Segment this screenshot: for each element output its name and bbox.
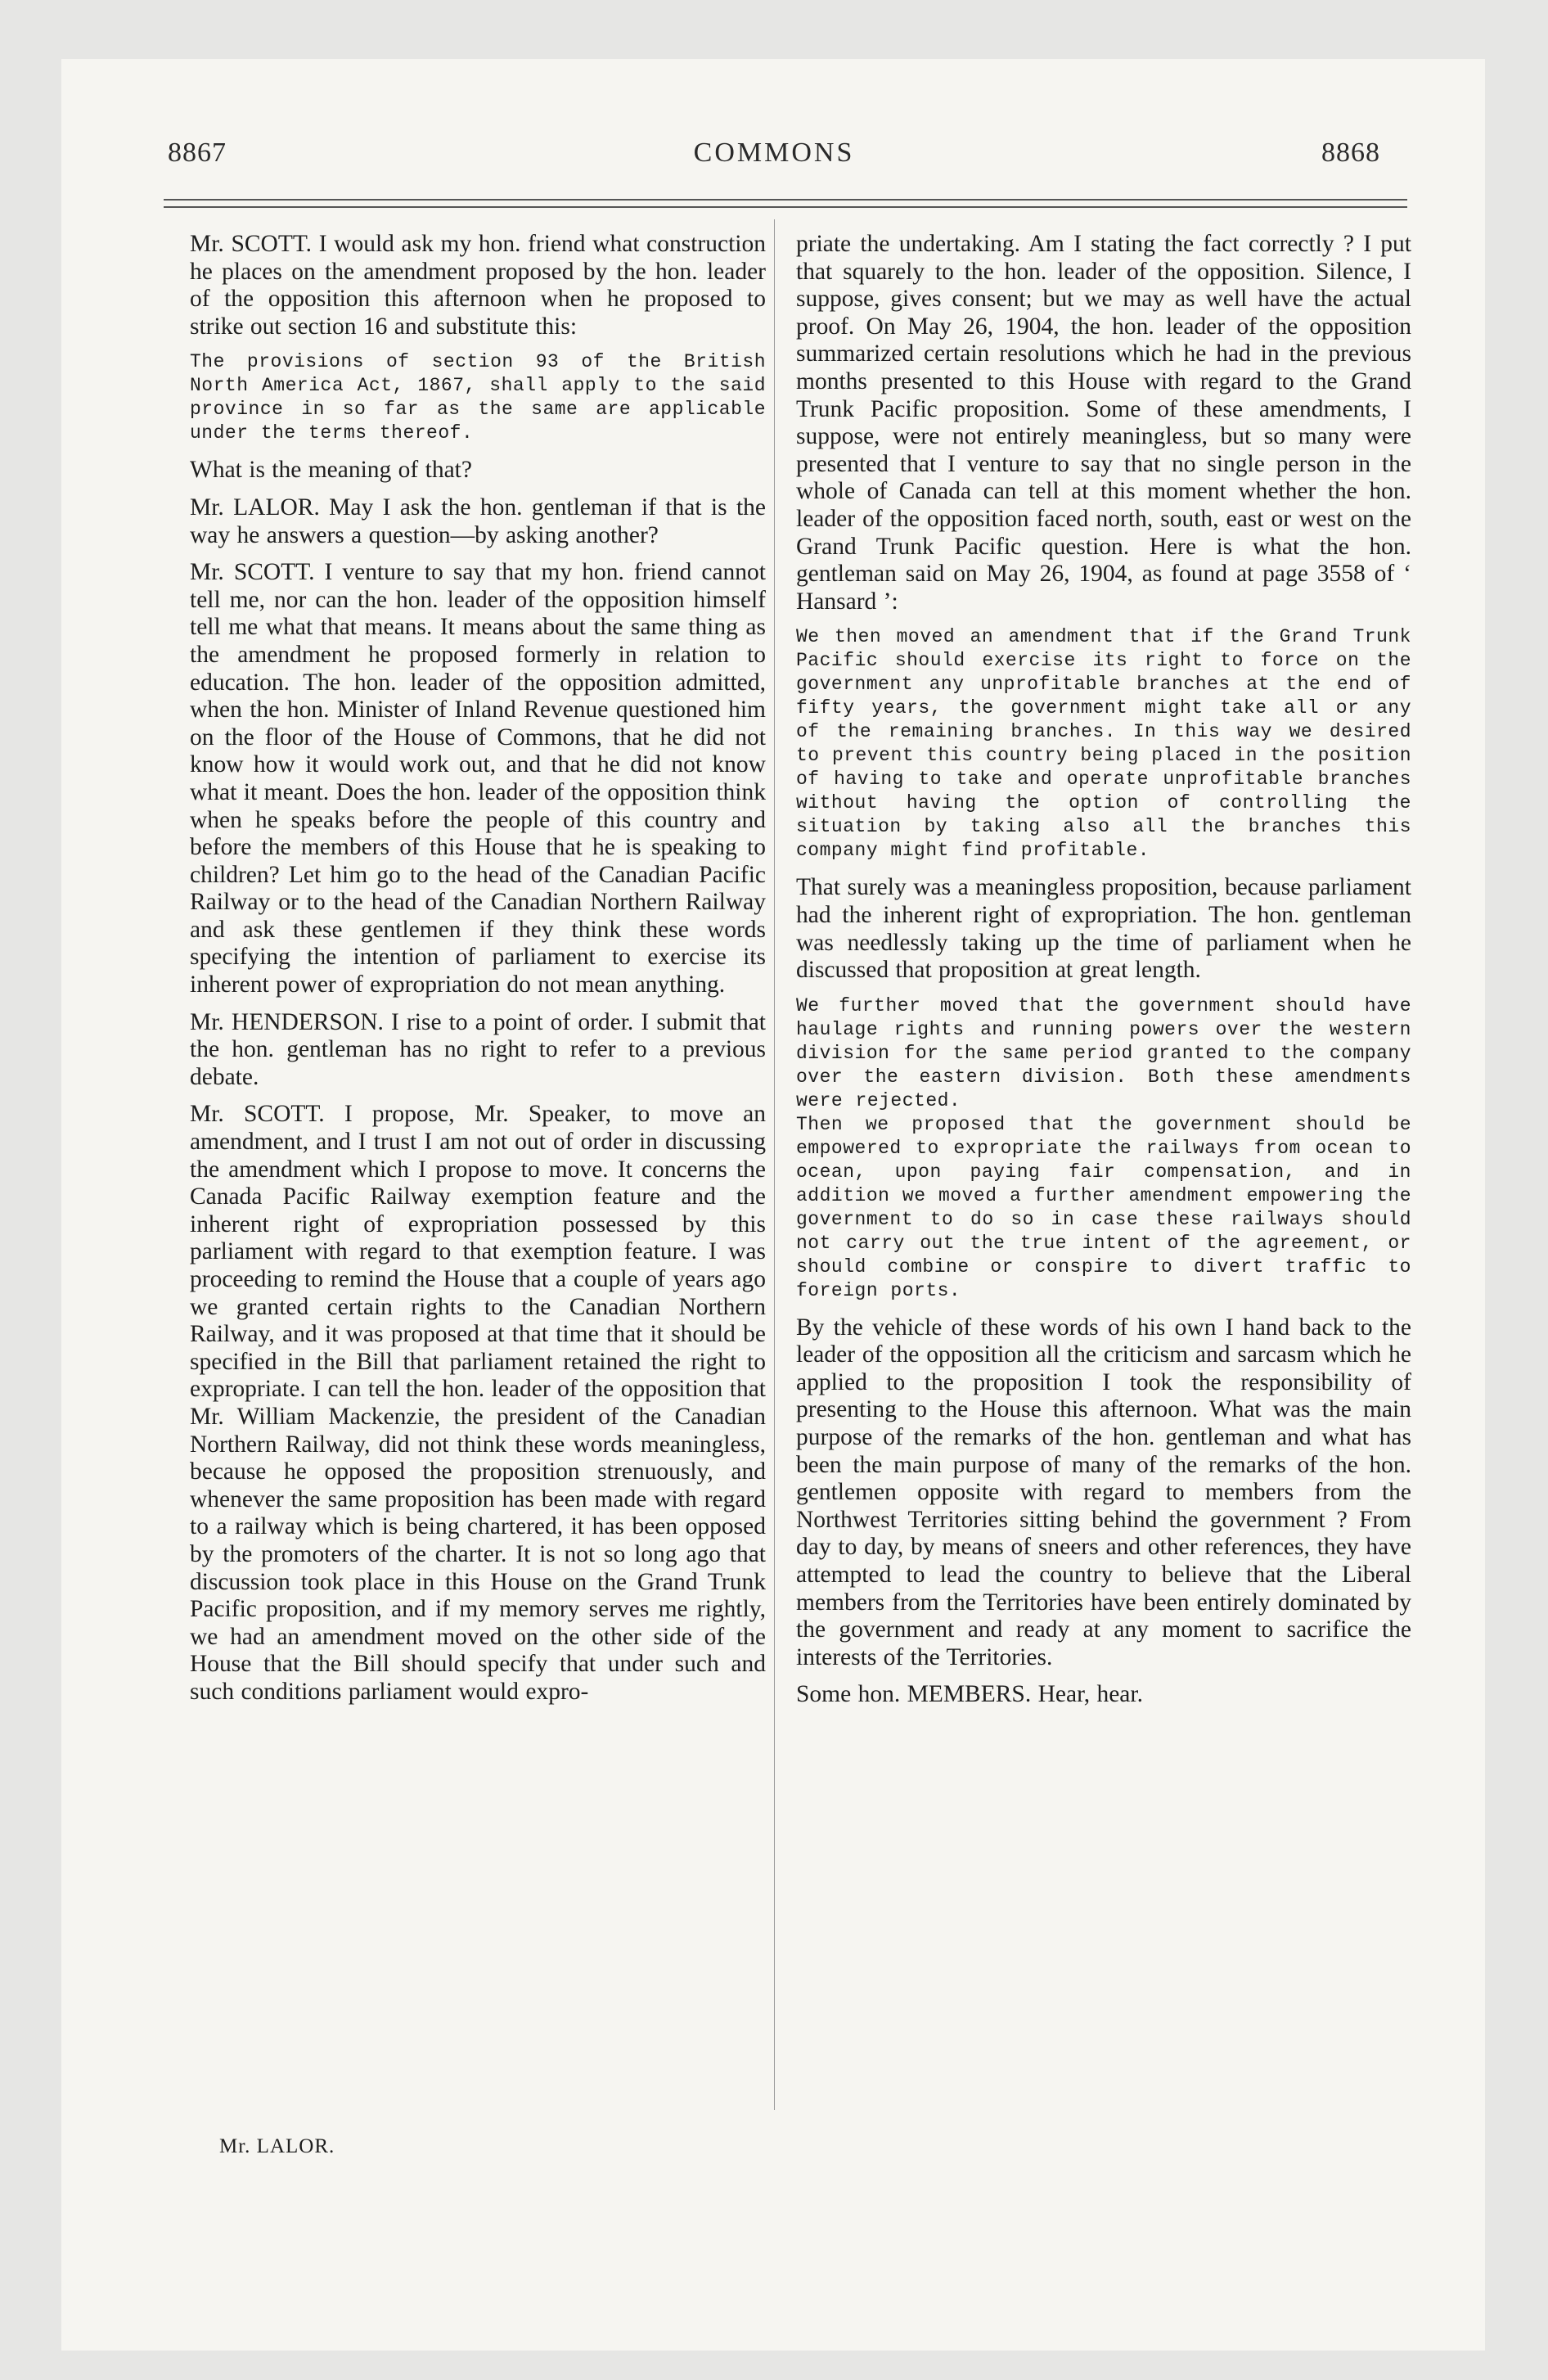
paragraph: Mr. SCOTT. I venture to say that my hon. friend cannot tell me, nor can the hon. leader of the opposition himself tell me what that means. It means about the same thing as the amendment he proposed formerly in relation to education. The hon. leader of the opposition admitted, when the hon. Minister of Inland Revenue questioned him on the floor of the House of Commons, that he did not know how it would work out, and that he did not know what it meant. Does the hon. leader of the opposition think when he speaks before the people of this country and before the members of this House that he is speaking to children? Let him go to the head of the Canadian Pacific Railway or to the head of the Canadian Northern Railway and ask these gentlemen if they think these words specifying the intention of parliament to exercise its inherent power of expropriation do not mean anything. <box>190 559 766 998</box>
block-quote: We further moved that the government should have haulage rights and running powers over the western division for the same period granted to the company over the eastern division. Both these amendments were rejected. <box>796 994 1411 1111</box>
column-divider <box>774 219 775 2110</box>
right-page-number: 8868 <box>1321 137 1380 168</box>
block-quote: Then we proposed that the government should be empowered to expropriate the railways from ocean to ocean, upon paying fair compensation, and in addition we moved a further amendment empowering the government to do so in case these railways should not carry out the true intent of the agreement, or should combine or conspire to divert traffic to foreign ports. <box>796 1113 1411 1301</box>
paragraph: Mr. SCOTT. I would ask my hon. friend what construction he places on the amendment proposed by the hon. leader of the opposition this afternoon when he proposed to strike out section 16 and substitute this: <box>190 231 766 340</box>
paragraph: Mr. HENDERSON. I rise to a point of order. I submit that the hon. gentleman has no right to refer to a previous debate. <box>190 1008 766 1090</box>
paragraph: Some hon. MEMBERS. Hear, hear. <box>796 1681 1143 1708</box>
header-rule-bottom <box>164 206 1407 208</box>
block-quote: We then moved an amendment that if the Grand Trunk Pacific should exercise its right to force on the government any unprofitable branches at the end of fifty years, the government might take all or any of the remaining branches. In this way we desired to prevent this country being placed in the position of having to take and operate unprofitable branches without having the option of controlling the situation by taking also all the branches this company might find profitable. <box>796 626 1411 862</box>
paragraph: Mr. SCOTT. I propose, Mr. Speaker, to move an amendment, and I trust I am not out of order in discussing the amendment which I propose to move. It concerns the Canada Pacific Railway exemption feature and the inherent right of expropriation possessed by this parliament with regard to that exemption feature. I was proceeding to remind the House that a couple of years ago we granted certain rights to the Canadian Northern Railway, and it was proposed at that time that it should be specified in the Bill that parliament retained the right to expropriate. I can tell the hon. leader of the opposition that Mr. William Mackenzie, the president of the Canadian Northern Railway, did not think these words meaningless, because he opposed the proposition strenuously, and whenever the same proposition has been made with regard to a railway which is being chartered, it has been opposed by the promoters of the charter. It is not so long ago that discussion took place in this House on the Grand Trunk Pacific proposition, and if my memory serves me rightly, we had an amendment moved on the other side of the House that the Bill should specify that under such and such conditions parliament would expro- <box>190 1101 766 1705</box>
right-column <box>796 231 1411 1719</box>
page-title: COMMONS <box>693 137 855 168</box>
paragraph: priate the undertaking. Am I stating the fact correctly ? I put that squarely to the hon. leader of the opposition. Silence, I suppose, gives consent; but we may as well have the actual proof. On May 26, 1904, the hon. leader of the opposition summarized certain resolutions which he had in the previous months presented to this House with regard to the Grand Trunk Pacific proposition. Some of these amendments, I suppose, were not entirely meaningless, but so many were presented that I venture to say that no single person in the whole of Canada can tell at this moment whether the hon. leader of the opposition faced north, south, east or west on the Grand Trunk Pacific question. Here is what the hon. gentleman said on May 26, 1904, as found at page 3558 of ‘ Hansard ’: <box>796 231 1411 615</box>
block-quote: The provisions of section 93 of the British North America Act, 1867, shall apply to the said province in so far as the same are applicable under the terms thereof. <box>190 351 766 444</box>
left-page-number: 8867 <box>168 137 227 168</box>
paragraph: Mr. LALOR. May I ask the hon. gentleman if that is the way he answers a question—by asking another? <box>190 494 766 548</box>
paragraph: That surely was a meaningless proposition, because parliament had the inherent right of expropriation. The hon. gentleman was needlessly taking up the time of parliament when he discussed that proposition at great length. <box>796 874 1411 984</box>
catchword: Mr. LALOR. <box>219 2135 335 2157</box>
header-rule-top <box>164 199 1407 201</box>
paragraph: By the vehicle of these words of his own I hand back to the leader of the opposition all the criticism and sarcasm which he applied to the proposition I took the responsibility of presenting to the House this afternoon. What was the main purpose of the remarks of the hon. gentleman and what has been the main purpose of many of the remarks of the hon. gentlemen opposite with regard to members from the Northwest Territories sitting behind the government ? From day to day, by means of sneers and other references, they have attempted to lead the country to believe that the Liberal members from the Territories have been entirely dominated by the government and ready at any moment to sacrifice the interests of the Territories. <box>796 1314 1411 1670</box>
left-column <box>190 231 766 1716</box>
paragraph: What is the meaning of that? <box>190 457 472 484</box>
